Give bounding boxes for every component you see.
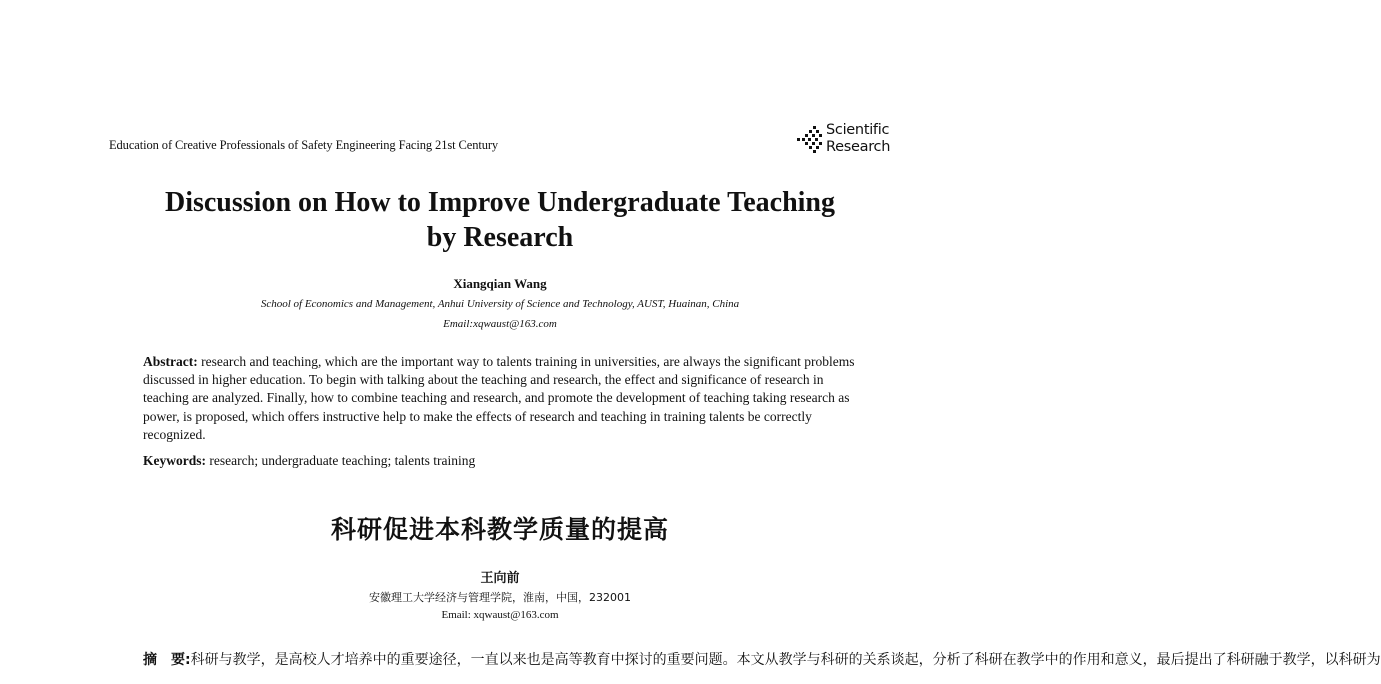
- conference-header: Education of Creative Professionals of Safety Engineering Facing 21st Century: [109, 138, 499, 152]
- paper-title: [90, 185, 910, 255]
- chinese-abstract-label: 摘 要:: [143, 652, 191, 668]
- logo-line-2: Research: [826, 139, 891, 155]
- chinese-abstract: [143, 648, 1381, 684]
- author-name: Xiangqian Wang: [453, 276, 547, 291]
- keywords: [143, 452, 857, 470]
- author-affiliation: School of Economics and Management, Anhui University of Science and Technology, AUST, Huainan, China: [260, 298, 740, 310]
- chinese-affiliation: 安徽理工大学经济与管理学院，淮南，中国，232001: [369, 591, 631, 604]
- publisher-logo: [794, 122, 894, 158]
- author-email: Email:xqwaust@163.com: [443, 318, 557, 330]
- abstract-text: research and teaching, which are the important way to talents training in universities, are always the significant problems discussed in higher education. To begin with talking about the teaching and research, the effect and significance of research in teaching are analyzed. Finally, how to combine teaching and research, and promote the development of teaching taking research as power, is proposed, which offers instructive help to make the effects of research and teaching in training talents be correctly recognized.: [143, 354, 855, 442]
- chinese-title: 科研促进本科教学质量的提高: [330, 515, 669, 544]
- paper-title-line-2: by Research: [426, 222, 574, 253]
- chinese-email: Email: xqwaust@163.com: [441, 609, 559, 621]
- abstract-label: Abstract:: [143, 354, 198, 369]
- chinese-abstract-text: 科研与教学，是高校人才培养中的重要途径，一直以来也是高等教育中探讨的重要问题。本文从教学与科研的关系谈起，分析了科研在教学中的作用和意义，最后提出了科研融于教学，以科研为: [190, 652, 1381, 668]
- chinese-author: 王向前: [480, 571, 520, 586]
- logo-line-1: Scientific: [826, 122, 890, 138]
- abstract: [143, 353, 857, 444]
- logo-text: [826, 122, 890, 156]
- keywords-label: Keywords:: [143, 453, 206, 468]
- paper-title-line-1: Discussion on How to Improve Undergraduate Teaching: [164, 187, 835, 218]
- scientific-research-dots-logo-icon: [794, 125, 824, 153]
- keywords-text: research; undergraduate teaching; talents training: [206, 453, 476, 468]
